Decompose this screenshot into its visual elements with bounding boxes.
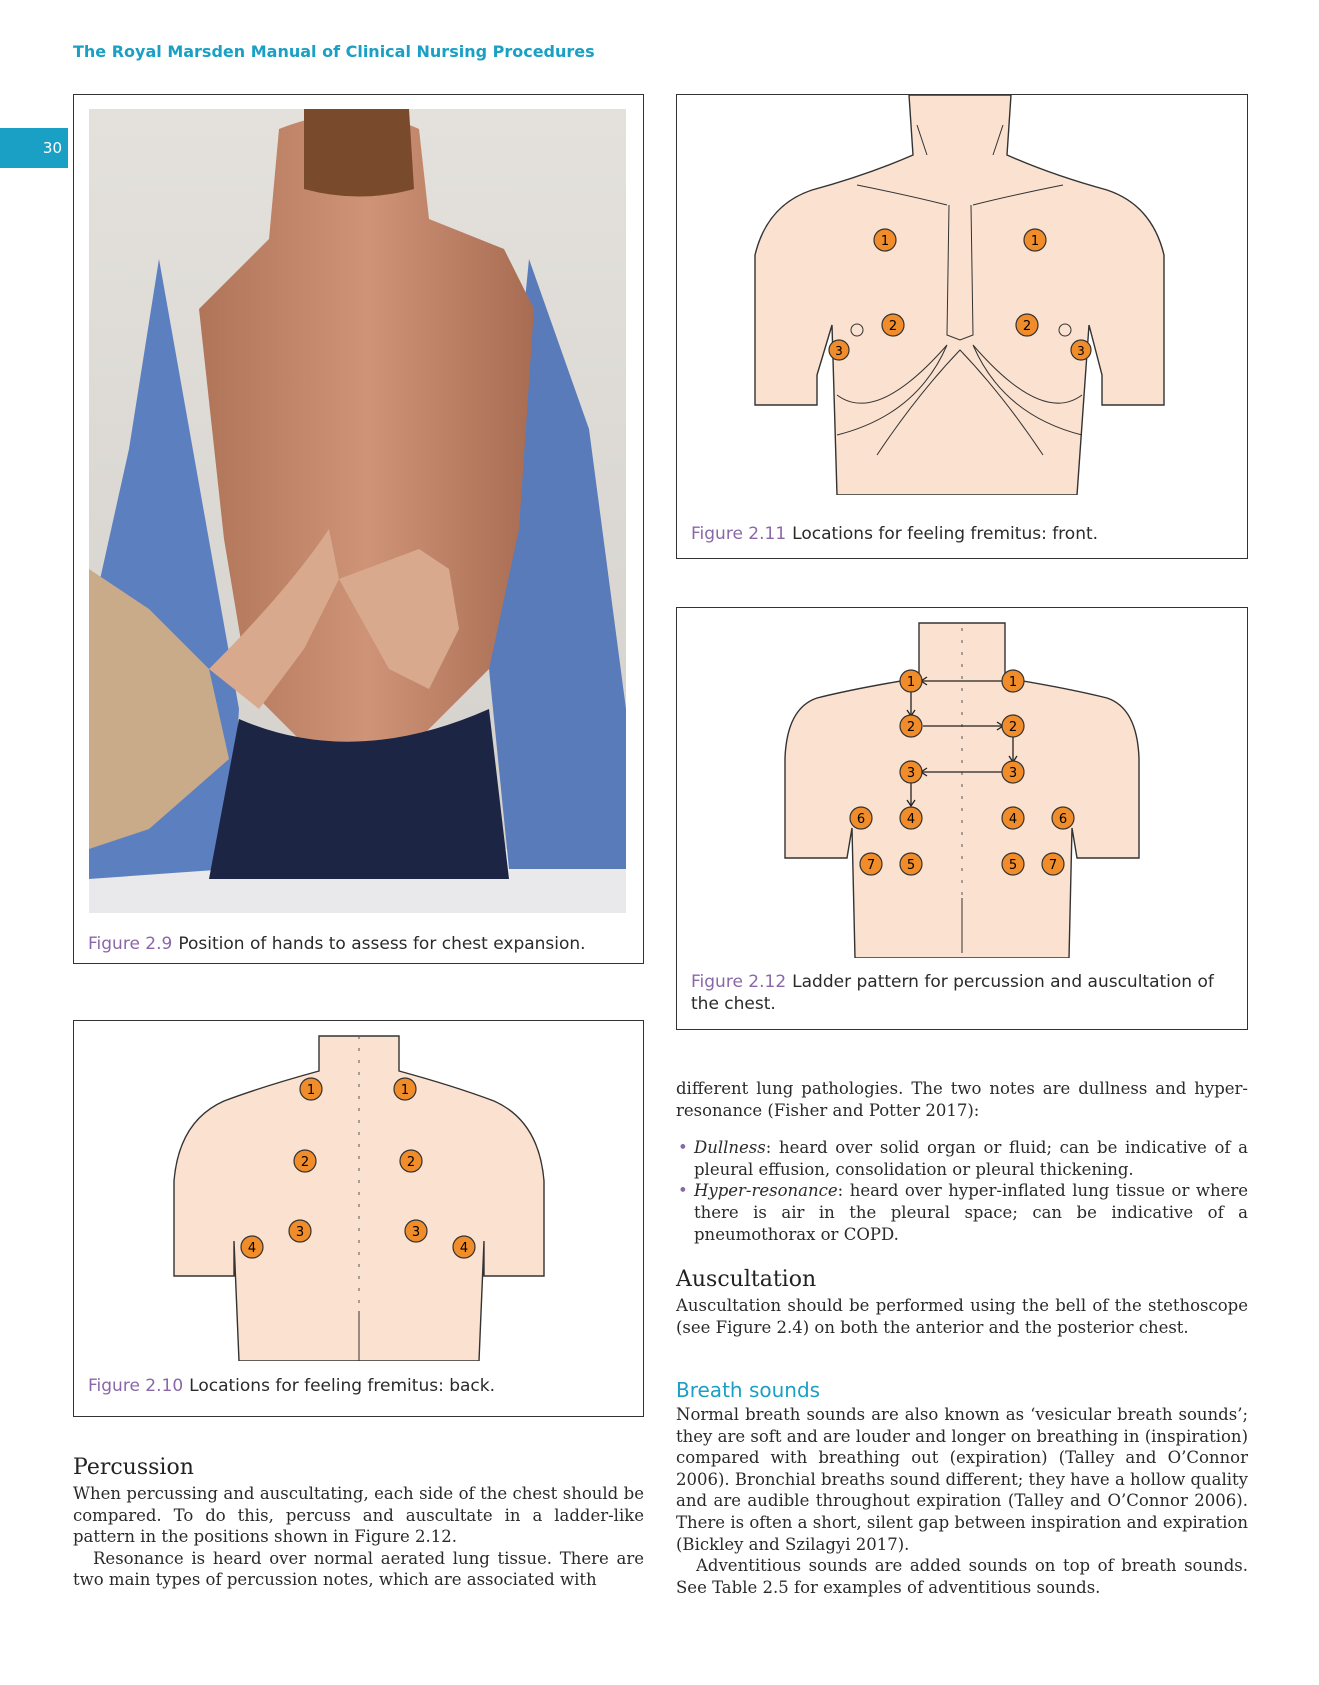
fremitus-marker [874,229,896,251]
svg-text:6: 6 [856,812,866,827]
svg-text:2: 2 [1022,319,1032,334]
figure-2-11-box [676,94,1248,559]
ladder-marker [1002,807,1024,829]
svg-text:5: 5 [906,858,916,873]
ladder-marker [900,761,922,783]
svg-text:4: 4 [459,1241,469,1256]
svg-text:3: 3 [835,344,843,358]
breath-paragraph-2: Adventitious sounds are added sounds on top of breath sounds. See Table 2.5 for examples of adventitious sounds. [676,1556,1248,1597]
auscultation-heading: Auscultation [676,1267,817,1292]
svg-text:2: 2 [300,1155,310,1170]
fremitus-marker [1071,340,1091,360]
percussion-paragraph-2: Resonance is heard over normal aerated lung tissue. There are two main types of percussion notes, which are associated with [73,1548,644,1590]
svg-text:7: 7 [1048,858,1058,873]
bullet-text: : heard over hyper-inflated lung tissue or where there is air in the pleural space; can be indicative of a pneumothorax or COPD. [694,1181,1248,1244]
caption-text: Position of hands to assess for chest expansion. [178,934,586,954]
auscultation-body [676,1295,1248,1338]
svg-text:7: 7 [866,858,876,873]
svg-text:4: 4 [906,812,916,827]
pathologies-intro: different lung pathologies. The two notes are dullness and hyper-resonance (Fisher and Potter 2017): [676,1079,1248,1120]
figure-2-12-box [676,607,1248,1030]
fremitus-marker [289,1220,311,1242]
ladder-marker [1052,807,1074,829]
percussion-paragraph-1: When percussing and auscultating, each side of the chest should be compared. To do this, percuss and auscultate in a ladder-like pattern in the positions shown in Figure 2.12. [73,1484,644,1547]
fremitus-marker [1024,229,1046,251]
ladder-marker [900,715,922,737]
svg-text:1: 1 [880,234,890,249]
ladder-marker [850,807,872,829]
breath-paragraph-1: Normal breath sounds are also known as ‘vesicular breath sounds’; they are soft and are louder and longer on breathing in (inspiration) compared with breathing out (expiration) (Talley and O’Connor 2006). Bronchial breaths sound different; they have a hollow quality and are audible throughout expiration (Talley and O’Connor 2006). There is often a short, silent gap between inspiration and expiration (Bickley and Szilagyi 2017). [676,1405,1248,1554]
caption-text: Ladder pattern for percussion and auscultation of the chest. [691,972,1214,1014]
bullet-term: Hyper-resonance [694,1181,838,1201]
bullet-term: Dullness [694,1138,766,1158]
percussion-notes-list [676,1137,1248,1245]
ladder-marker [860,853,882,875]
figure-2-12-diagram [677,608,1247,958]
list-item [676,1137,1248,1180]
running-head: The Royal Marsden Manual of Clinical Nursing Procedures [73,42,595,61]
svg-text:1: 1 [400,1083,410,1098]
figure-2-10-caption [88,1375,628,1397]
svg-text:1: 1 [1008,675,1018,690]
svg-text:3: 3 [1008,766,1018,781]
fremitus-marker [400,1150,422,1172]
figure-label: Figure 2.12 [691,972,787,992]
caption-text: Locations for feeling fremitus: back. [189,1376,496,1396]
page-number-tab [0,128,68,168]
ladder-marker [1002,853,1024,875]
figure-2-12-caption [691,971,1231,1015]
svg-text:5: 5 [1008,858,1018,873]
figure-2-11-caption [691,523,1231,545]
fremitus-marker [453,1236,475,1258]
percussion-heading: Percussion [73,1455,194,1480]
ladder-marker [900,670,922,692]
auscultation-paragraph: Auscultation should be performed using the bell of the stethoscope (see Figure 2.4) on both the anterior and the posterior chest. [676,1296,1248,1337]
breath-sounds-heading: Breath sounds [676,1378,821,1402]
svg-text:1: 1 [306,1083,316,1098]
right-column-body [676,1078,1248,1245]
svg-text:4: 4 [247,1241,257,1256]
ladder-marker [1042,853,1064,875]
percussion-body [73,1483,644,1591]
ladder-marker [1002,715,1024,737]
svg-text:3: 3 [295,1225,305,1240]
ladder-marker [900,807,922,829]
figure-2-9-photo [89,109,626,913]
figure-2-9-box [73,94,644,964]
ladder-marker [1002,761,1024,783]
figure-label: Figure 2.10 [88,1376,184,1396]
figure-label: Figure 2.9 [88,934,173,954]
svg-text:2: 2 [888,319,898,334]
svg-text:2: 2 [1008,720,1018,735]
fremitus-marker [241,1236,263,1258]
fremitus-marker [300,1078,322,1100]
fremitus-marker [405,1220,427,1242]
fremitus-marker [1016,314,1038,336]
page-number: 30 [42,139,62,157]
svg-text:6: 6 [1058,812,1068,827]
bullet-text: : heard over solid organ or fluid; can be indicative of a pleural effusion, consolidation or pleural thickening. [694,1138,1248,1179]
fremitus-marker [882,314,904,336]
svg-text:4: 4 [1008,812,1018,827]
svg-text:1: 1 [1030,234,1040,249]
ladder-marker [1002,670,1024,692]
fremitus-marker [294,1150,316,1172]
figure-2-11-diagram [677,95,1247,495]
svg-text:3: 3 [906,766,916,781]
list-item [676,1180,1248,1245]
figure-2-9-caption [88,933,628,955]
svg-text:2: 2 [406,1155,416,1170]
svg-text:2: 2 [906,720,916,735]
figure-2-10-box [73,1020,644,1417]
ladder-marker [900,853,922,875]
caption-text: Locations for feeling fremitus: front. [792,524,1099,544]
fremitus-marker [394,1078,416,1100]
breath-sounds-body [676,1404,1248,1598]
svg-text:3: 3 [411,1225,421,1240]
svg-text:3: 3 [1077,344,1085,358]
svg-text:1: 1 [906,675,916,690]
fremitus-marker [829,340,849,360]
figure-label: Figure 2.11 [691,524,787,544]
figure-2-10-diagram [74,1021,644,1361]
